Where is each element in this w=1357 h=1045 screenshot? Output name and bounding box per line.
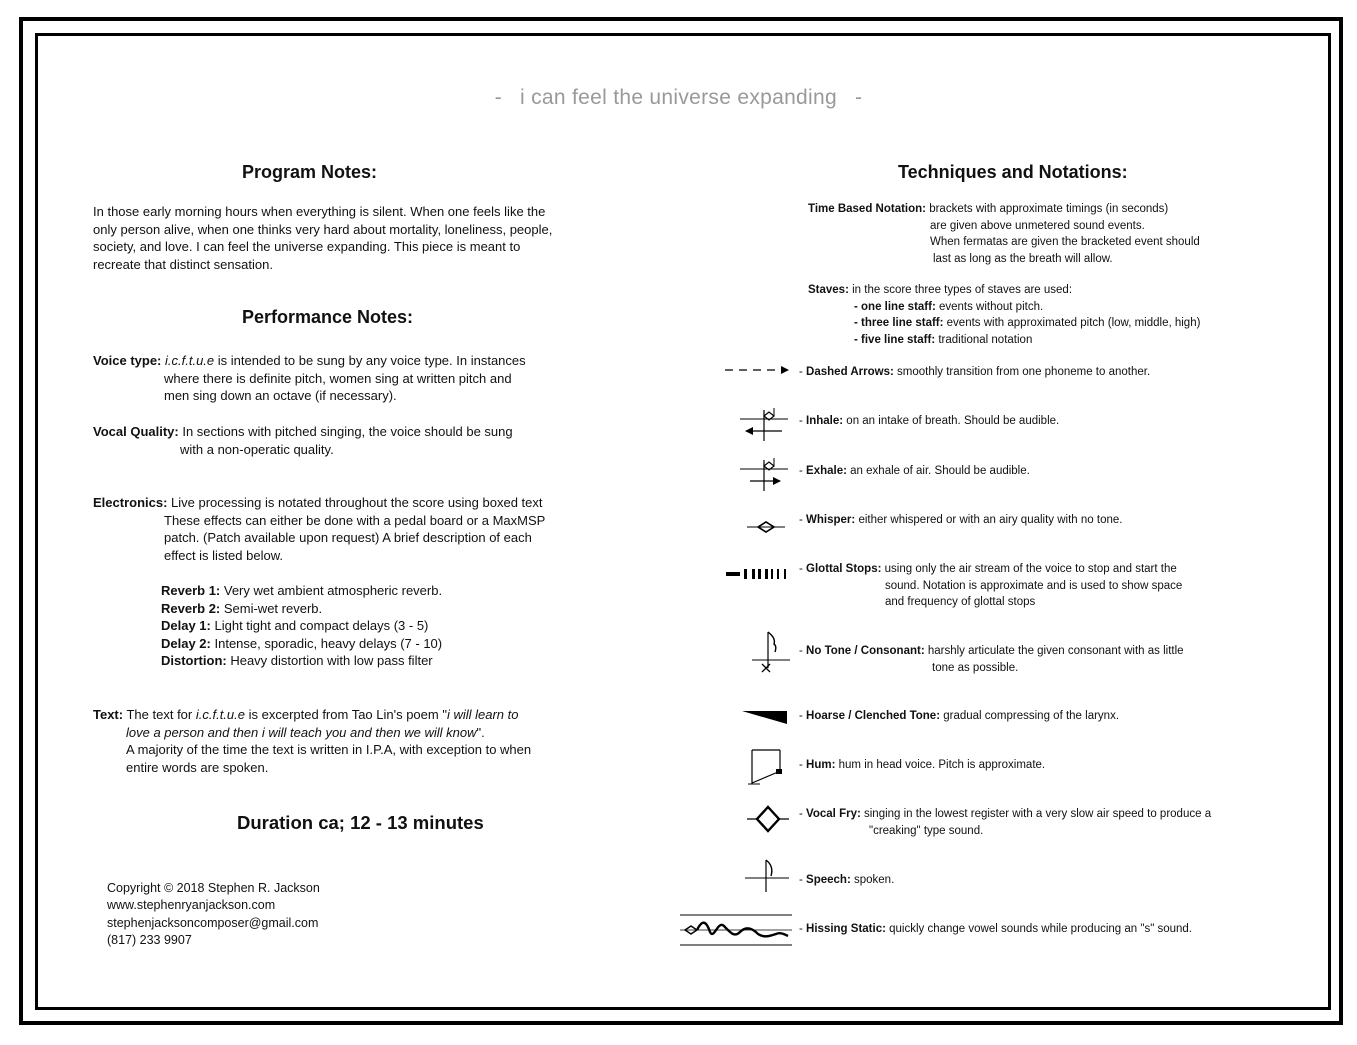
right-techniques-5-lines-1: tone as possible. [932,661,1019,674]
left-effects-4-name: Distortion: [161,653,227,669]
right-techniques-3-name: Whisper: [806,514,856,526]
right-bullet: - [799,415,803,427]
contact-info [107,880,320,949]
title-dash: - [854,86,863,109]
right-techniques-4-lines-1: sound. Notation is approximate and is used to show space [885,579,1183,592]
left-voice-type-lines-1: men sing down an octave (if necessary). [164,388,397,404]
effect-item [161,652,581,670]
copyright: Copyright © 2018 Stephen R. Jackson [107,881,320,895]
left-electronics-lines-2: effect is listed below. [164,547,283,563]
hissing-static-icon [680,912,794,948]
hoarse-icon [740,708,790,726]
right-techniques-8-name: Vocal Fry: [806,808,861,820]
right-staves-label: Staves: [808,284,849,296]
text-note [93,706,593,776]
right-techniques-10-name: Hissing Static: [806,923,886,935]
right-techniques-10-lines-0: quickly change vowel sounds while producing an "s" sound. [885,923,1193,935]
time-based-notation [808,201,1248,267]
inhale-icon [740,406,790,442]
speech-icon [745,858,791,894]
right-bullet: - [799,465,803,477]
left-effects-0-name: Reverb 1: [161,583,221,598]
right-staves-items-2-name: - five line staff: [854,333,936,346]
left-text-note-lines-0: A majority of the time the text is written in I.P.A, with exception to when [126,742,532,758]
left-vocal-quality-line1: In sections with pitched singing, the voice should be sung [178,424,513,439]
right-techniques-3-lines-0: either whispered or with an airy quality with no tone. [855,514,1123,526]
exhale-icon [740,456,790,492]
vocal-fry-icon [747,804,791,834]
email-link: stephenjacksoncomposer@gmail.com [107,915,319,930]
right-techniques-8-lines-0: singing in the lowest register with a very slow air speed to produce a [860,808,1212,820]
program-notes-heading: Program Notes: [242,162,378,182]
left-voice-type-line1-rest: is intended to be sung by any voice type. In instances [214,353,526,368]
right-bullet: - [799,759,803,771]
left-text-note-mid: is excerpted from Tao Lin's poem " [245,707,447,722]
left-program-text-2: society, and love. I can feel the universe expanding. This piece is meant to [93,239,521,255]
right-time-based-lines-0: are given above unmetered sound events. [930,219,1145,232]
effect-item [161,635,581,653]
left-program-text-3: recreate that distinct sensation. [93,256,273,272]
page-title [0,86,1357,110]
right-techniques-7-lines-0: hum in head voice. Pitch is approximate. [835,759,1046,771]
technique-speech [799,872,1239,889]
technique-no-tone [799,643,1239,676]
left-program-text-1: only person alive, when one thinks very hard about mortality, loneliness, people, [93,221,553,237]
right-staves-items-1-name: - three line staff: [854,317,944,329]
vocal-quality-note [93,423,593,458]
left-text-note-poem1: i will learn to [446,707,519,722]
right-time-based-lines-1: When fermatas are given the bracketed event should [930,236,1200,248]
voice-type-note [93,352,593,405]
left-text-note-lines-1: entire words are spoken. [126,759,269,775]
right-staves-line1: in the score three types of staves are used: [848,284,1073,296]
left-voice-type-lines-0: where there is definite pitch, women sing at written pitch and [164,370,512,386]
website-link: www.stephenryanjackson.com [107,898,276,913]
left-effects-0-desc: Very wet ambient atmospheric reverb. [220,583,443,598]
left-text-note-pre: The text for [123,707,196,722]
right-techniques-2-name: Exhale: [806,465,847,477]
technique-glottal-stops [799,561,1239,611]
right-techniques-6-name: Hoarse / Clenched Tone: [806,710,941,722]
right-techniques-2-lines-0: an exhale of air. Should be audible. [846,465,1030,477]
left-text-note-label: Text: [93,707,124,722]
right-techniques-0-name: Dashed Arrows: [806,366,894,378]
technique-hum [799,757,1239,774]
right-time-based-lines-2: last as long as the breath will allow. [933,252,1113,265]
left-effects-4-desc: Heavy distortion with low pass filter [226,653,433,669]
left-program-text-0: In those early morning hours when everything is silent. When one feels like the [93,204,546,219]
technique-hoarse [799,708,1239,725]
right-time-based-label: Time Based Notation: [808,203,926,215]
left-text-note-poem2: love a person and then i will teach you and then we will know [126,724,477,740]
right-techniques-8-lines-1: "creaking" type sound. [869,824,984,837]
technique-dashed-arrows [799,364,1239,381]
right-techniques-4-lines-0: using only the air stream of the voice to stop and start the [881,563,1177,575]
left-electronics-lines-1: patch. (Patch available upon request) A brief description of each [164,530,532,546]
technique-inhale [799,413,1239,430]
right-techniques-5-lines-0: harshly articulate the given consonant with as little [924,645,1184,657]
no-tone-icon [750,630,792,674]
right-techniques-4-name: Glottal Stops: [806,563,882,575]
glottal-stop-icon [724,567,790,581]
left-effects-3-desc: Intense, sporadic, heavy delays (7 - 10) [210,635,443,651]
right-bullet: - [799,710,803,722]
left-electronics-lines-0: These effects can either be done with a pedal board or a MaxMSP [164,512,546,528]
right-staves-items-2-desc: traditional notation [935,333,1033,346]
right-bullet: - [799,874,803,886]
staves-note [808,282,1248,348]
title: i can feel the universe expanding [520,86,837,109]
effect-item [161,582,581,600]
left-effects-2-name: Delay 1: [161,618,211,634]
right-techniques-1-lines-0: on an intake of breath. Should be audible. [843,415,1060,427]
right-bullet: - [799,808,803,820]
right-staves-items-0-name: - one line staff: [854,300,936,313]
right-staves-items-1-desc: events with approximated pitch (low, middle, high) [943,317,1201,329]
left-effects-3-name: Delay 2: [161,635,211,651]
left-effects-1-name: Reverb 2: [161,600,221,616]
right-techniques-6-lines-0: gradual compressing of the larynx. [940,710,1120,722]
left-vocal-quality-label: Vocal Quality: [93,424,179,439]
right-techniques-7-name: Hum: [806,759,836,771]
right-techniques-4-lines-2: and frequency of glottal stops [885,596,1036,608]
effect-item [161,600,581,618]
right-bullet: - [799,923,803,935]
right-staves-items-0-desc: events without pitch. [935,300,1044,313]
left-electronics-line1: Live processing is notated throughout the score using boxed text [167,495,543,510]
technique-exhale [799,463,1239,480]
right-techniques-1-name: Inhale: [806,415,844,427]
left-effects-1-desc: Semi-wet reverb. [220,600,323,616]
right-techniques-9-lines-0: spoken. [850,874,895,886]
right-techniques-5-name: No Tone / Consonant: [806,645,925,657]
left-effects-2-desc: Light tight and compact delays (3 - 5) [210,618,429,634]
duration: Duration ca; 12 - 13 minutes [237,812,484,833]
right-bullet: - [799,645,803,657]
effect-item [161,617,581,635]
right-techniques-9-name: Speech: [806,874,851,886]
left-voice-type-abbr: i.c.f.t.u.e [165,353,215,368]
right-bullet: - [799,563,803,575]
left-vocal-quality-lines-0: with a non-operatic quality. [180,441,334,457]
right-techniques-0-lines-0: smoothly transition from one phoneme to another. [893,366,1151,378]
technique-hissing-static [799,921,1249,938]
electronics-note [93,494,593,564]
whisper-icon [747,518,787,536]
right-time-based-line1: brackets with approximate timings (in seconds) [926,203,1169,215]
left-text-note-abbr: i.c.f.t.u.e [195,707,245,722]
left-text-note-end: ". [476,724,485,740]
program-notes-text [93,203,583,273]
right-bullet: - [799,366,803,378]
technique-whisper [799,512,1239,529]
performance-notes-heading: Performance Notes: [242,307,414,327]
effects-list [161,582,581,670]
technique-vocal-fry [799,806,1249,839]
hum-icon [746,746,788,786]
techniques-heading: Techniques and Notations: [898,162,1128,182]
left-voice-type-label: Voice type: [93,353,162,368]
left-electronics-label: Electronics: [93,495,168,510]
phone-number: (817) 233 9907 [107,932,192,947]
right-bullet: - [799,514,803,526]
dashed-arrow-icon [724,363,790,377]
title-dash: - [494,86,503,109]
